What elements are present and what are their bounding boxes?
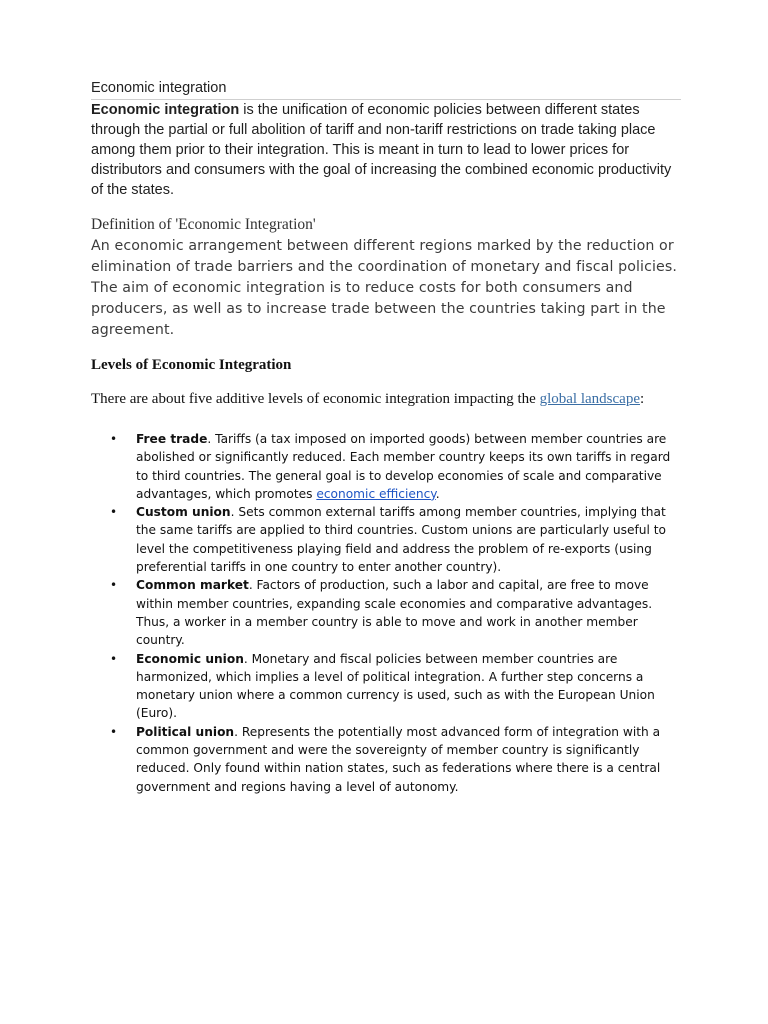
levels-intro-text: There are about five additive levels of economic integration impacting the — [91, 391, 540, 407]
list-item-term: Free trade — [136, 432, 208, 446]
list-item-text: . Factors of production, such a labor and capital, are free to move within member countries, expanding scale economies and comparative advantages. Thus, a worker in a member country is able to move and work in another member country. — [136, 578, 653, 648]
intro-paragraph — [91, 100, 681, 200]
definition-title: Definition of 'Economic Integration' — [91, 216, 316, 233]
list-item-free-trade — [91, 430, 681, 503]
list-item-custom-union — [91, 503, 681, 576]
document-page — [91, 78, 681, 796]
list-item-after: . — [435, 486, 440, 501]
levels-intro-colon: : — [639, 391, 645, 407]
bullet-icon: • — [110, 724, 118, 739]
document-heading: Economic integration — [91, 78, 681, 100]
intro-text: is the unification of economic policies between different states through the partial or full abolition of tariff and non-tariff restrictions on trade taking place among them prior to their integration. This is meant in turn to lead to lower prices for distributors and consumers with the goal of increasing the combined economic productivity of the states. — [91, 102, 672, 198]
list-item-economic-union — [91, 650, 681, 723]
economic-efficiency-link[interactable]: economic efficiency — [316, 486, 436, 501]
levels-title: Levels of Economic Integration — [91, 357, 292, 373]
list-item-term: Common market — [136, 578, 249, 593]
bullet-icon: • — [110, 432, 118, 446]
levels-intro — [91, 389, 681, 409]
list-item-political-union — [91, 723, 681, 796]
list-item-text: . Represents the potentially most advanced form of integration with a common government and were the sovereignty of member country is significantly reduced. Only found within nation states, such as federations where there is a central government and regions having a level of autonomy. — [136, 724, 661, 794]
bullet-icon: • — [110, 505, 118, 520]
bullet-icon: • — [110, 651, 118, 666]
intro-term: Economic integration — [91, 102, 240, 118]
list-item-term: Political union — [136, 724, 235, 739]
list-item-term: Custom union — [136, 505, 231, 520]
list-item-term: Economic union — [136, 651, 244, 666]
definition-body: An economic arrangement between different regions marked by the reduction or elimination of trade barriers and the coordination of monetary and fiscal policies. The aim of economic integration is to reduce costs for both consumers and producers, as well as to increase trade between the countries taking part in the agreement. — [91, 238, 677, 338]
list-item-common-market — [91, 576, 681, 649]
list-item-text: . Monetary and fiscal policies between member countries are harmonized, which implies a level of political integration. A further step concerns a monetary union where a common currency is used, such as with the European Union (Euro). — [136, 651, 655, 721]
levels-list — [91, 430, 681, 796]
list-item-text: . Sets common external tariffs among member countries, implying that the same tariffs are applied to third countries. Custom unions are particularly useful to level the competitiveness playing field and address the problem of re-exports (using preferential tariffs in one country to enter another country). — [136, 505, 667, 575]
list-item-text: . Tariffs (a tax imposed on imported goods) between member countries are abolished or significantly reduced. Each member country keeps its own tariffs in regard to third countries. The general goal is to develop economies of scale and comparative advantages, which promotes — [136, 432, 671, 501]
global-landscape-link[interactable]: global landscape — [539, 391, 640, 407]
bullet-icon: • — [110, 578, 118, 593]
